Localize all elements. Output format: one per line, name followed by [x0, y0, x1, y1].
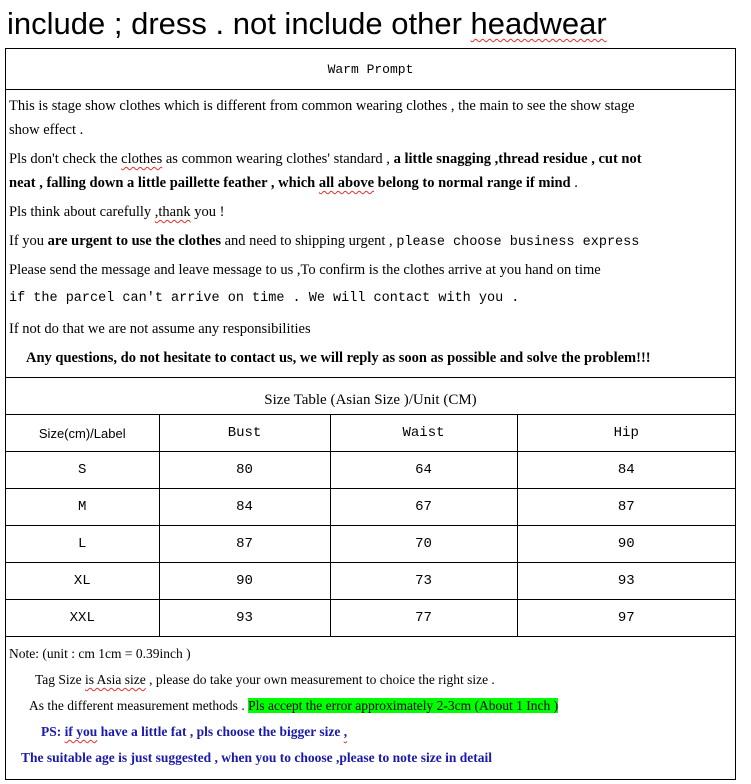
- note-ps-text: PS:: [41, 724, 65, 739]
- note-highlight: Pls accept the error approximately 2-3cm (About 1 Inch ): [248, 698, 559, 713]
- table-cell: 73: [330, 563, 517, 600]
- table-cell: 87: [159, 526, 330, 563]
- note-unit: Note: (unit : cm 1cm = 0.39inch ): [9, 646, 191, 661]
- prompt-line-6: [9, 231, 639, 253]
- prompt-line-7: Please send the message and leave message to us ,To confirm is the clothes arrive at you hand on time: [9, 262, 601, 278]
- note-tag-size-underlined: is Asia size: [85, 672, 146, 687]
- prompt-line-5-text: you !: [190, 204, 225, 220]
- prompt-line-4: [9, 173, 578, 193]
- prompt-line-5-underlined: ,thank: [154, 204, 191, 220]
- table-header-cell: Waist: [330, 415, 517, 452]
- table-cell: 90: [517, 526, 735, 563]
- note-ps-underlined: if you: [64, 724, 98, 739]
- note-tag-size-text: Tag Size: [35, 672, 86, 687]
- table-cell: 67: [330, 489, 517, 526]
- table-cell: 70: [330, 526, 517, 563]
- page-title: [7, 4, 607, 44]
- table-header-cell: Hip: [517, 415, 735, 452]
- table-row: [6, 452, 735, 489]
- prompt-line-4-text: neat , falling down a little paillette feather , which: [9, 175, 319, 191]
- prompt-line-6-bold: are urgent to use the clothes: [47, 233, 221, 249]
- prompt-line-4-underlined: all above: [318, 175, 375, 191]
- table-row: [6, 526, 735, 563]
- note-tag-size-text: , please do take your own measurement to choice the right size .: [145, 672, 495, 687]
- table-cell: 77: [330, 600, 517, 637]
- prompt-line-3-underlined: clothes: [121, 151, 163, 167]
- table-cell: XXL: [6, 600, 159, 637]
- table-header-cell: Bust: [159, 415, 330, 452]
- table-cell: 84: [159, 489, 330, 526]
- note-measurement-text: As the different measurement methods .: [29, 698, 249, 713]
- prompt-line-6-text: and need to shipping urgent ,: [220, 233, 397, 249]
- prompt-line-8: if the parcel can't arrive on time . We will contact with you .: [9, 291, 520, 306]
- size-table: [6, 415, 735, 637]
- title-headwear: headwear: [470, 6, 607, 41]
- prompt-line-10: Any questions, do not hesitate to contact us, we will reply as soon as possible and solve the problem!!!: [26, 350, 651, 366]
- prompt-line-3: [9, 149, 642, 169]
- table-cell: XL: [6, 563, 159, 600]
- prompt-line-4-end: .: [570, 175, 578, 191]
- table-cell: 84: [517, 452, 735, 489]
- table-row: [6, 563, 735, 600]
- prompt-line-1: This is stage show clothes which is different from common wearing clothes , the main to see the show stage: [9, 98, 635, 114]
- divider: [6, 377, 735, 378]
- prompt-line-4-text: belong to normal range if mind: [374, 175, 571, 191]
- table-cell: S: [6, 452, 159, 489]
- prompt-line-6-mono: please choose business express: [396, 235, 640, 250]
- table-cell: 64: [330, 452, 517, 489]
- prompt-line-3-text: Pls don't check the: [9, 151, 122, 167]
- note-measurement: [29, 696, 558, 716]
- info-frame: [5, 48, 736, 780]
- note-age: The suitable age is just suggested , when you to choose ,please to note size in detail: [21, 750, 493, 765]
- table-cell: 87: [517, 489, 735, 526]
- prompt-line-3-text: as common wearing clothes' standard ,: [162, 151, 394, 167]
- warm-prompt-heading: Warm Prompt: [327, 61, 414, 77]
- table-header-row: [6, 415, 735, 452]
- table-row: [6, 489, 735, 526]
- prompt-line-5-text: Pls think about carefully: [9, 204, 155, 220]
- table-cell: 80: [159, 452, 330, 489]
- prompt-line-2: show effect .: [9, 122, 84, 138]
- table-cell: 93: [517, 563, 735, 600]
- note-ps-text: have a little fat , pls choose the bigger size: [97, 724, 344, 739]
- table-cell: M: [6, 489, 159, 526]
- prompt-line-3-bold: a little snagging ,thread residue , cut not: [393, 151, 642, 167]
- size-table-title: Size Table (Asian Size )/Unit (CM): [264, 392, 477, 408]
- table-header-cell: Size(cm)/Label: [6, 415, 159, 452]
- prompt-line-5: [9, 202, 224, 222]
- table-cell: 97: [517, 600, 735, 637]
- table-cell: L: [6, 526, 159, 563]
- table-cell: 90: [159, 563, 330, 600]
- note-ps-underlined: ,: [343, 724, 348, 739]
- table-row: [6, 600, 735, 637]
- note-ps: [41, 722, 347, 742]
- prompt-line-9: If not do that we are not assume any responsibilities: [9, 321, 311, 337]
- prompt-line-6-text: If you: [9, 233, 48, 249]
- title-prefix: include ; dress . not include other: [7, 6, 471, 41]
- note-tag-size: [35, 670, 495, 690]
- divider: [6, 89, 735, 90]
- table-cell: 93: [159, 600, 330, 637]
